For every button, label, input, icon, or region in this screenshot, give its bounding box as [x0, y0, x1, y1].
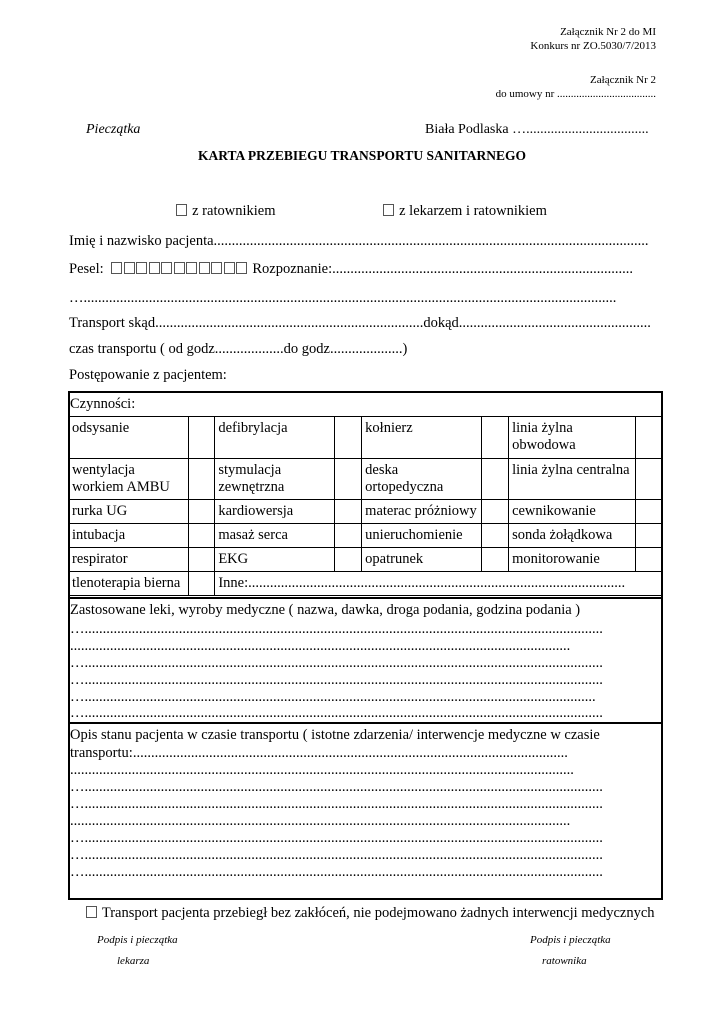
activity-checkbox[interactable]: [635, 548, 662, 572]
activity-cell: linia żylna centralna: [509, 459, 636, 500]
diagnosis-field[interactable]: Rozpoznanie:...................................................................................: [252, 261, 633, 277]
activity-checkbox[interactable]: [482, 524, 509, 548]
page-title: KARTA PRZEBIEGU TRANSPORTU SANITARNEGO: [198, 148, 526, 163]
activity-cell: kardiowersja: [215, 500, 335, 524]
option-paramedic[interactable]: [176, 203, 275, 220]
digit-box[interactable]: [186, 262, 197, 274]
pesel-boxes[interactable]: [111, 261, 252, 277]
checkbox-icon[interactable]: [86, 906, 97, 918]
checkbox-icon[interactable]: [176, 204, 187, 216]
activity-cell: unieruchomienie: [362, 524, 482, 548]
drugs-line[interactable]: ..........................................................................................................................................: [70, 638, 571, 654]
activity-checkbox[interactable]: [335, 524, 362, 548]
pesel-label: Pesel:: [69, 261, 104, 277]
section-divider: [68, 597, 663, 599]
condition-line[interactable]: ..........................................................................................................................................: [70, 813, 571, 829]
activity-checkbox[interactable]: [188, 417, 215, 459]
condition-line[interactable]: …...............................................................................................................................................: [70, 847, 603, 863]
digit-box[interactable]: [211, 262, 222, 274]
activity-checkbox[interactable]: [188, 500, 215, 524]
other-field[interactable]: Inne:........................................................................................................: [215, 572, 663, 596]
activity-checkbox[interactable]: [335, 500, 362, 524]
activity-cell: intubacja: [69, 524, 189, 548]
activity-checkbox[interactable]: [482, 548, 509, 572]
continuation-line[interactable]: …...................................................................................................................................................: [69, 290, 617, 306]
digit-box[interactable]: [111, 262, 122, 274]
no-intervention-label: Transport pacjenta przebiegł bez zakłóceń, nie podejmowano żadnych interwencji medycznych: [101, 905, 655, 921]
digit-box[interactable]: [161, 262, 172, 274]
activity-checkbox[interactable]: [482, 500, 509, 524]
annex-line1: Załącznik Nr 2 do MI: [560, 26, 656, 38]
activity-checkbox[interactable]: [482, 417, 509, 459]
stamp-label: Pieczątka: [86, 122, 141, 137]
procedure-label: Postępowanie z pacjentem:: [69, 367, 227, 383]
condition-line[interactable]: …...............................................................................................................................................: [70, 830, 603, 846]
activity-cell: defibrylacja: [215, 417, 335, 459]
section-divider: [68, 722, 663, 724]
activity-checkbox[interactable]: [335, 459, 362, 500]
digit-box[interactable]: [199, 262, 210, 274]
digit-box[interactable]: [149, 262, 160, 274]
activity-checkbox[interactable]: [635, 524, 662, 548]
digit-box[interactable]: [174, 262, 185, 274]
activity-checkbox[interactable]: [188, 572, 215, 596]
table-row: [69, 572, 663, 596]
activity-cell: kołnierz: [362, 417, 482, 459]
activity-checkbox[interactable]: [188, 524, 215, 548]
signature-doctor-role: lekarza: [117, 955, 150, 967]
table-row: [69, 417, 663, 459]
activity-checkbox[interactable]: [635, 500, 662, 524]
option-paramedic-label: z ratownikiem: [192, 203, 276, 219]
activity-cell: masaż serca: [215, 524, 335, 548]
drugs-line[interactable]: …...............................................................................................................................................: [70, 705, 603, 721]
activity-cell: sonda żołądkowa: [509, 524, 636, 548]
activities-header: Czynności:: [70, 396, 136, 412]
table-row: [69, 548, 663, 572]
condition-label: Opis stanu pacjenta w czasie transportu ( istotne zdarzenia/ interwencje medyczne w czasie: [70, 727, 600, 743]
activity-cell: tlenoterapia bierna: [69, 572, 189, 596]
drugs-line[interactable]: …...............................................................................................................................................: [70, 655, 603, 671]
activity-cell: cewnikowanie: [509, 500, 636, 524]
transport-field[interactable]: Transport skąd..........................................................................dokąd.....................................................: [69, 315, 651, 331]
signature-paramedic-role: ratownika: [542, 955, 587, 967]
activity-cell: linia żylna obwodowa: [509, 417, 636, 459]
activity-cell: wentylacja workiem AMBU: [69, 459, 189, 500]
table-row: [69, 459, 663, 500]
checkbox-icon[interactable]: [383, 204, 394, 216]
activity-cell: respirator: [69, 548, 189, 572]
digit-box[interactable]: [224, 262, 235, 274]
drugs-line[interactable]: …...............................................................................................................................................: [70, 621, 603, 637]
activity-cell: stymulacja zewnętrzna: [215, 459, 335, 500]
activity-checkbox[interactable]: [482, 459, 509, 500]
condition-line[interactable]: …...............................................................................................................................................: [70, 864, 603, 880]
drugs-line[interactable]: …...............................................................................................................................................: [70, 672, 603, 688]
signature-paramedic-label: Podpis i pieczątka: [530, 934, 611, 946]
table-row: [69, 500, 663, 524]
option-doctor-paramedic-label: z lekarzem i ratownikiem: [399, 203, 547, 219]
activity-checkbox[interactable]: [188, 459, 215, 500]
signature-doctor-label: Podpis i pieczątka: [97, 934, 178, 946]
transport-time-field[interactable]: czas transportu ( od godz...................do godz....................): [69, 341, 408, 357]
condition-line[interactable]: ...........................................................................................................................................: [70, 762, 574, 778]
drugs-label: Zastosowane leki, wyroby medyczne ( nazwa, dawka, droga podania, godzina podania ): [70, 602, 581, 618]
condition-label-cont[interactable]: transportu:........................................................................................................................: [70, 745, 568, 761]
annex-line3: Załącznik Nr 2: [590, 74, 656, 86]
drugs-line[interactable]: ….............................................................................................................................................: [70, 689, 596, 705]
digit-box[interactable]: [236, 262, 247, 274]
activity-checkbox[interactable]: [335, 548, 362, 572]
patient-name-field[interactable]: Imię i nazwisko pacjenta........................................................................................................................: [69, 233, 649, 249]
option-doctor-paramedic[interactable]: [383, 203, 547, 220]
pesel-row: [69, 261, 633, 278]
condition-line[interactable]: …...............................................................................................................................................: [70, 796, 603, 812]
activities-table: [68, 416, 663, 596]
digit-box[interactable]: [124, 262, 135, 274]
no-intervention-option[interactable]: [86, 905, 655, 922]
activity-cell: deska ortopedyczna: [362, 459, 482, 500]
activity-checkbox[interactable]: [635, 417, 662, 459]
activity-cell: EKG: [215, 548, 335, 572]
activity-cell: opatrunek: [362, 548, 482, 572]
annex-line4: do umowy nr ....................................: [495, 88, 656, 100]
activity-cell: materac próżniowy: [362, 500, 482, 524]
activity-checkbox[interactable]: [635, 459, 662, 500]
digit-box[interactable]: [136, 262, 147, 274]
activity-checkbox[interactable]: [335, 417, 362, 459]
annex-line2: Konkurs nr ZO.5030/7/2013: [530, 40, 656, 52]
activity-cell: rurka UG: [69, 500, 189, 524]
place-field[interactable]: Biała Podlaska …...................................: [425, 122, 649, 137]
condition-line[interactable]: …...............................................................................................................................................: [70, 779, 603, 795]
activity-cell: monitorowanie: [509, 548, 636, 572]
activity-checkbox[interactable]: [188, 548, 215, 572]
activity-cell: odsysanie: [69, 417, 189, 459]
table-row: [69, 524, 663, 548]
